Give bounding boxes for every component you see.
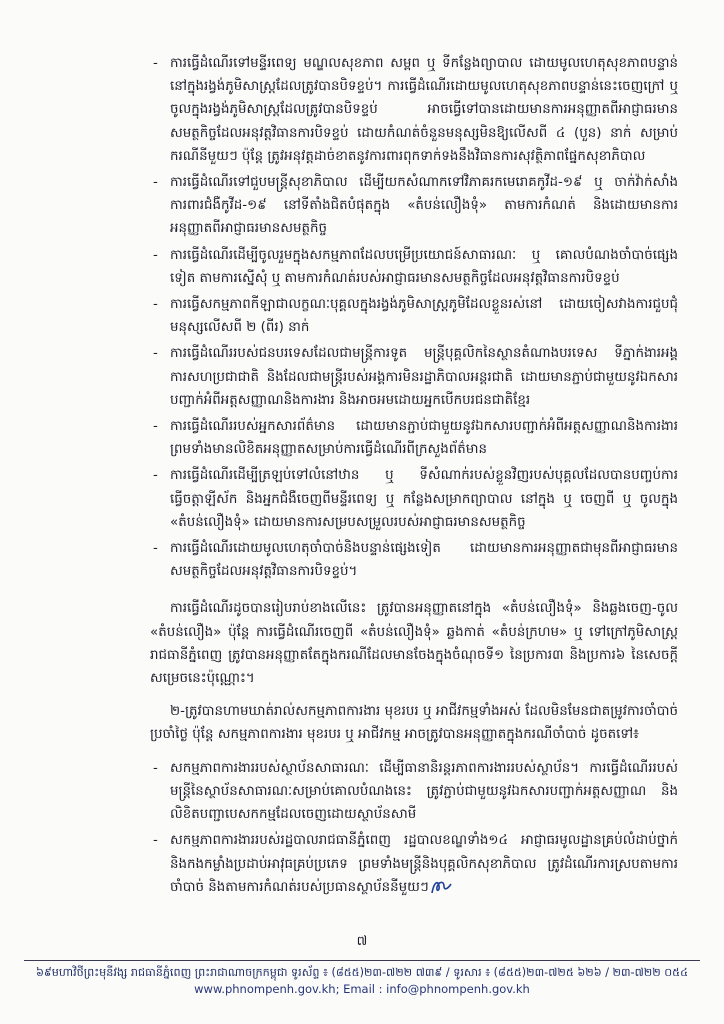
footer-contact <box>0 981 724 998</box>
bullet-item <box>150 757 678 827</box>
dash-marker: - <box>153 419 158 435</box>
dash-marker: - <box>153 247 158 263</box>
bullet-text: សកម្មភាពការងាររបស់ស្ថាប័នសាធារណៈ ដើម្បីធានានិរន្តរភាពការងាររបស់ស្ថាប័ន។ ការធ្វើដំណើររបស់មន្ត្រីនៃស្ថាប័នសាធារណៈសម្រាប់គោលបំណងនេះ ត្រូវភ្ជាប់ជាមួយនូវឯកសារបញ្ជាក់អត្តសញ្ញាណ និងលិខិតបញ្ជាបេសកកម្មដែលចេញដោយស្ថាប័នសាមី <box>170 760 678 823</box>
dash-marker: - <box>153 468 158 484</box>
dash-marker: - <box>153 760 158 776</box>
dash-marker: - <box>153 541 158 557</box>
bullet-text: ការធ្វើសកម្មភាពកីឡាជាលក្ខណៈបុគ្គលក្នុងរង្វង់ភូមិសាស្ត្រភូមិដែលខ្លួនរស់នៅ ដោយចៀសវាងការជួបជុំមនុស្សលើសពី ២ (ពីរ) នាក់ <box>170 297 678 336</box>
email-link[interactable]: ; Email : info@phnompenh.gov.kh <box>335 982 530 996</box>
dash-marker: - <box>153 175 158 191</box>
footer-divider <box>24 960 700 961</box>
bullet-text: ការធ្វើដំណើរទៅជួបមន្ត្រីសុខាភិបាល ដើម្បីយកសំណាកទៅវិភាគរកមេរោគកូវីដ-១៩ ឬ ចាក់វ៉ាក់សាំងការពារជំងឺកូវីដ-១៩ នៅទីតាំងជិតបំផុតក្នុង «តំបន់លឿងទុំ» តាមការកំណត់ និងដោយមានការអនុញ្ញាតពីអាជ្ញាធរមានសមត្ថកិច្ច <box>170 175 678 237</box>
bullet-item <box>150 537 678 583</box>
dash-marker: - <box>153 297 158 313</box>
bullet-text: ការធ្វើដំណើររបស់អ្នកសារព័ត៌មាន ដោយមានភ្ជាប់ជាមួយនូវឯកសារបញ្ជាក់អំពីអត្តសញ្ញាណនិងការងារ ព្រមទាំងមានលិខិតអនុញ្ញាតសម្រាប់ការធ្វើដំណើរពីក្រសួងព័ត៌មាន <box>170 419 678 458</box>
website-link[interactable]: www.phnompenh.gov.kh <box>194 982 336 996</box>
bullet-item <box>150 244 678 290</box>
footer <box>0 964 724 998</box>
paragraph-2: ២-ត្រូវបានហាមឃាត់រាល់សកម្មភាពការងារ មុខរបរ ឬ អាជីវកម្មទាំងអស់ ដែលមិនមែនជាតម្រូវការចាំបាច់ប្រចាំថ្ងៃ ប៉ុន្តែ សកម្មភាពការងារ មុខរបរ ឬ អាជីវកម្ម អាចត្រូវបានអនុញ្ញាតក្នុងករណីចាំបាច់ ដូចតទៅ៖ <box>150 704 678 743</box>
dash-marker: - <box>153 56 158 71</box>
bullet-item <box>150 342 678 412</box>
bullet-item <box>150 52 678 168</box>
document-body <box>150 52 678 902</box>
bullet-text: សកម្មភាពការងាររបស់រដ្ឋបាលរាជធានីភ្នំពេញ រដ្ឋបាលខណ្ឌទាំង១៤ អាជ្ញាធរមូលដ្ឋានគ្រប់លំដាប់ថ្នាក់ និងកងកម្លាំងប្រដាប់អាវុធគ្រប់ប្រភេទ ព្រមទាំងមន្ត្រីនិងបុគ្គលិកសុខាភិបាល ត្រូវដំណើរការស្របតាមការចាំបាច់ និងតាមការកំណត់របស់ប្រធានស្ថាប័ននីមួយៗ <box>170 833 678 895</box>
bullet-item <box>150 293 678 339</box>
page-number: ៧ <box>356 934 368 949</box>
dash-marker: - <box>153 833 158 849</box>
bullet-item <box>150 464 678 534</box>
bullet-item <box>150 829 678 899</box>
bullet-text: ការធ្វើដំណើរដើម្បីត្រឡប់ទៅលំនៅឋាន ឬ ទីសំណាក់របស់ខ្លួនវិញរបស់បុគ្គលដែលបានបញ្ចប់ការធ្វើចត្តាឡីស័ក និងអ្នកជំងឺចេញពីមន្ទីរពេទ្យ ឬ កន្លែងសម្រាកព្យាបាល នៅក្នុង ឬ ចេញពី ឬ ចូលក្នុង «តំបន់លឿងទុំ» ដោយមានការសម្របសម្រួលរបស់អាជ្ញាធរមានសមត្ថកិច្ច <box>170 468 678 530</box>
bullet-text: ការធ្វើដំណើរដោយមូលហេតុចាំបាច់និងបន្ទាន់ផ្សេងទៀត ដោយមានការអនុញ្ញាតជាមុនពីអាជ្ញាធរមានសមត្ថកិច្ចដែលអនុវត្តវិធានការបិទខ្ទប់។ <box>170 541 678 580</box>
bullet-text: ការធ្វើដំណើររបស់ជនបរទេសដែលជាមន្ត្រីការទូត មន្ត្រីបុគ្គលិកនៃស្ថានតំណាងបរទេស ទីភ្នាក់ងារអង្គការសហប្រជាជាតិ និងដែលជាមន្ត្រីរបស់អង្គការមិនរដ្ឋាភិបាលអន្តរជាតិ ដោយមានភ្ជាប់ជាមួយនូវឯកសារបញ្ជាក់អំពីអត្តសញ្ញាណនិងការងារ និងអាចអមដោយអ្នកបើកបរជនជាតិខ្មែរ <box>170 346 678 408</box>
paragraph-travel-permitted: ការធ្វើដំណើរដូចបានរៀបរាប់ខាងលើនេះ ត្រូវបានអនុញ្ញាតនៅក្នុង «តំបន់លឿងទុំ» និងឆ្លងចេញ-ចូល «តំបន់លឿង» ប៉ុន្តែ ការធ្វើដំណើរចេញពី «តំបន់លឿងទុំ» ឆ្លងកាត់ «តំបន់ក្រហម» ឬ ទៅក្រៅភូមិសាស្ត្ររាជធានីភ្នំពេញ ត្រូវបានអនុញ្ញាតតែក្នុងករណីដែលមានចែងក្នុងចំណុចទី១ នៃប្រការ៣ និងប្រការ៦ នៃសេចក្តីសម្រេចនេះប៉ុណ្ណោះ។ <box>150 601 678 687</box>
bullet-item <box>150 415 678 461</box>
dash-marker: - <box>153 346 158 362</box>
bullet-text: ការធ្វើដំណើរដើម្បីចូលរួមក្នុងសកម្មភាពដែលបម្រើប្រយោជន៍សាធារណៈ ឬ គោលបំណងចាំបាច់ផ្សេងទៀត តាមការស្នើសុំ ឬ តាមការកំណត់របស់អាជ្ញាធរមានសមត្ថកិច្ចដែលអនុវត្តវិធានការបិទខ្ទប់ <box>170 247 678 286</box>
sub-bullet-list <box>150 757 678 899</box>
initial-signature-mark <box>429 878 455 896</box>
bullet-item <box>150 171 678 241</box>
bullet-text: ការធ្វើដំណើរទៅមន្ទីរពេទ្យ មណ្ឌលសុខភាព សម្ពព ឬ ទីកន្លែងព្យាបាល ដោយមូលហេតុសុខភាពបន្ទាន់ នៅក្នុងរង្វង់ភូមិសាស្ត្រដែលត្រូវបានបិទខ្ទប់។ ការធ្វើដំណើរដោយមូលហេតុសុខភាពបន្ទាន់នេះចេញក្រៅ ឬ ចូលក្នុងរង្វង់ភូមិសាស្ត្រដែលត្រូវបានបិទខ្ទប់ អាចធ្វើទៅបានដោយមានការអនុញ្ញាតពីអាជ្ញាធរមានសមត្ថកិច្ចដែលអនុវត្តវិធានការបិទខ្ទប់ ដោយកំណត់ចំនួនមនុស្សមិនឱ្យលើសពី ៤ (បួន) នាក់ សម្រាប់ករណីនីមួយៗ ប៉ុន្តែ ត្រូវអនុវត្តដាច់ខាតនូវការពារពុកទាក់ទងនឹងវិធានការសុវត្ថិភាពផ្នែកសុខាភិបាល <box>170 56 678 164</box>
footer-address: ៦៩មហាវិថីព្រះមុនីវង្ស រាជធានីភ្នំពេញ ព្រះរាជាណាចក្រកម្ពុជា ទូរស័ព្ទ ៖ (៨៥៥)២៣-៧២២ ៧៣៩ / ទូរសារ ៖ (៨៥៥)២៣-៧២៥ ៦២៦ / ២៣-៧២២ ០៥៤ <box>35 966 689 979</box>
